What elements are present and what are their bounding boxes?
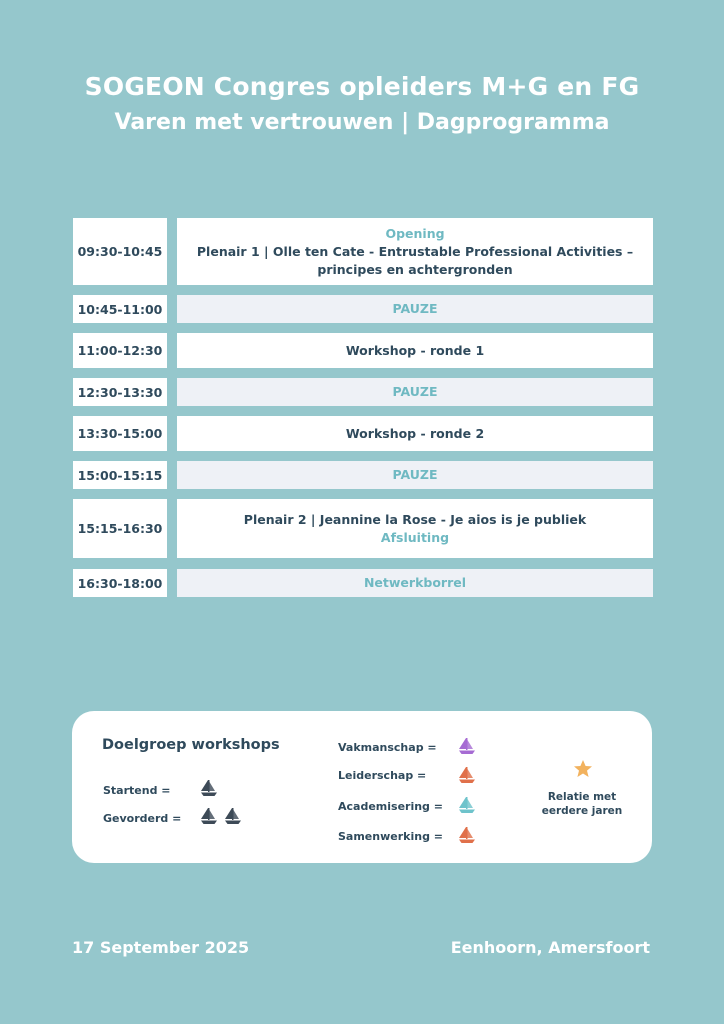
schedule-activity: Workshop - ronde 2 [177,416,653,451]
level-gevorderd-label: Gevorderd = [103,812,182,825]
schedule-time: 11:00-12:30 [73,333,167,368]
event-location: Eenhoorn, Amersfoort [450,938,650,957]
schedule-time: 12:30-13:30 [73,378,167,406]
schedule-time: 15:00-15:15 [73,461,167,489]
schedule-row [73,461,653,489]
sailboat-icon [199,778,219,798]
theme-vakmanschap-label: Vakmanschap = [338,741,437,754]
sailboat-icon [457,825,477,845]
page-title: SOGEON Congres opleiders M+G en FG [84,72,640,101]
sailboat-icon [457,795,477,815]
theme-leiderschap-label: Leiderschap = [338,769,427,782]
activity-opening: Opening [385,225,445,241]
legend-card [72,711,652,863]
event-date: 17 September 2025 [72,938,250,957]
schedule-activity: PAUZE [177,378,653,406]
schedule-row [73,218,653,285]
schedule-activity: PAUZE [177,295,653,323]
sailboat-icon [457,736,477,756]
schedule-time: 15:15-16:30 [73,499,167,558]
schedule-row [73,569,653,597]
schedule-time: 13:30-15:00 [73,416,167,451]
schedule-activity: Workshop - ronde 1 [177,333,653,368]
schedule-row [73,499,653,558]
activity-title: Plenair 1 | Olle ten Cate - Entrustable Professional Activities – principes en achtergronden [196,243,634,277]
schedule-row [73,295,653,323]
schedule-row [73,378,653,406]
schedule-activity [177,499,653,558]
schedule-row [73,333,653,368]
relation-label-line2: eerdere jaren [541,805,623,817]
activity-closing: Afsluiting [380,529,450,545]
theme-academisering-label: Academisering = [338,800,443,813]
theme-samenwerking-label: Samenwerking = [338,830,443,843]
schedule-time: 10:45-11:00 [73,295,167,323]
legend-title: Doelgroep workshops [102,737,280,753]
level-startend-label: Startend = [103,784,171,797]
schedule-time: 16:30-18:00 [73,569,167,597]
schedule-row [73,416,653,451]
relation-label-line1: Relatie met [547,791,617,803]
schedule-activity: PAUZE [177,461,653,489]
relation-label [532,790,632,818]
sailboat-icon [199,806,219,826]
activity-title: Plenair 2 | Jeannine la Rose - Je aios is je publiek [243,511,587,527]
sailboat-icon [223,806,243,826]
page-subtitle: Varen met vertrouwen | Dagprogramma [114,110,610,135]
schedule-activity: Netwerkborrel [177,569,653,597]
schedule-activity [177,218,653,285]
schedule-time: 09:30-10:45 [73,218,167,285]
star-icon [573,759,593,779]
sailboat-icon [457,765,477,785]
